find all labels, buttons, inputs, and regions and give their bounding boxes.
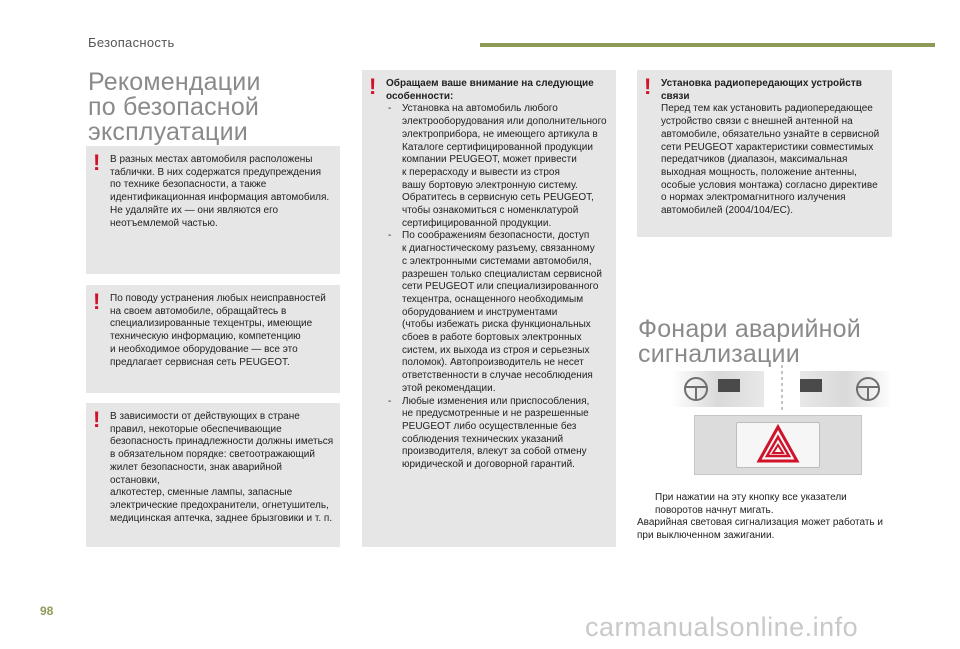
warning-box-accessories xyxy=(86,403,340,547)
warning-box-electronics xyxy=(362,70,616,547)
bullet-item: При нажатии на эту кнопку все указатели поворотов начнут мигать. xyxy=(655,492,847,516)
dashboard-thumbnails-icon xyxy=(672,365,892,413)
warning-box-labels xyxy=(86,146,340,274)
hazard-triangle-icon xyxy=(737,423,819,467)
list-item: - По соображениям безопасности, доступ к диагностическому разъему, связанному с электронными системами автомобиля, разрешен только специалистам сервисной сети PEUGEOT или специализированного техцентра, оснащенного необходимым оборудованием и инструментами (чтобы избежать риска функциональных сбоев в работе бортовых электронных систем, их выхода из строя и серьезных поломок). Автопроизводитель не несет ответственности в случае несоблюдения этой рекомендации. xyxy=(386,230,610,395)
warning-icon: ! xyxy=(369,74,377,99)
hazard-lights-title xyxy=(638,317,861,367)
section-header: Безопасность xyxy=(88,35,175,50)
warning-text xyxy=(386,78,610,472)
hazard-warning-button xyxy=(736,422,820,468)
warning-heading: Установка радиопередающих устройств xyxy=(661,78,862,89)
hazard-switch-panel xyxy=(694,415,862,475)
title-line: Рекомендации xyxy=(88,68,261,96)
list-item: - Установка на автомобиль любого электрооборудования или дополнительного электроприбора, не имеющего артикула в Каталоге сертифицированной продукции компании PEUGEOT, может привести к перерасходу и вывести из строя вашу бортовую электронную систему. Обратитесь в сервисную сеть PEUGEOT, чтобы ознакомиться с номенклатурой сертифицированной продукции. xyxy=(386,103,610,230)
hazard-lights-description: При нажатии на эту кнопку все указатели поворотов начнут мигать. Аварийная световая сигнализация может работать и при выключенном зажигании. xyxy=(637,492,892,543)
warning-text: По поводу устранения любых неисправностей на своем автомобиле, обращайтесь в специализированные техцентры, имеющие техническую информацию, компетенцию и необходимое оборудование — все это предлагает сервисная сеть PEUGEOT. xyxy=(110,293,326,368)
safety-recommendations-title xyxy=(88,70,261,145)
title-line: эксплуатации xyxy=(88,118,248,146)
warning-box-service xyxy=(86,285,340,393)
warning-icon: ! xyxy=(93,407,101,432)
page-number: 98 xyxy=(40,604,54,618)
list-item: - Любые изменения или приспособления, не предусмотренные и не разрешенные PEUGEOT либо осуществленные без соблюдения технических указаний производителя, влекут за собой отмену юридической и договорной гарантий. xyxy=(386,396,610,472)
warning-text: В зависимости от действующих в стране правил, некоторые обеспечивающие безопасность принадлежности должны иметься в обязательном порядке: светоотражающий жилет безопасности, знак аварийной остановки, алкотестер, сменные лампы, запасные электрические предохранители, огнетушитель, медицинская аптечка, заднее брызговики и т. п. xyxy=(110,411,334,524)
warning-heading: особенности: xyxy=(386,90,454,102)
warning-text: В разных местах автомобиля расположены таблички. В них содержатся предупреждения по технике безопасности, а также идентификационная информация автомобиля. Не удаляйте их — они являются его неотъемлемой частью. xyxy=(110,154,330,229)
warning-text: Установка радиопередающих устройств связи Перед тем как установить радиопередающее устройство связи с внешней антенной на автомобиле, обязательно узнайте в сервисной сети PEUGEOT характеристики совместимых передатчиков (диапазон, максимальная выходная мощность, положение антенны, особые условия монтажа) согласно директиве о нормах электромагнитного излучения автомобилей (2004/104/EC). xyxy=(661,78,886,218)
warning-icon: ! xyxy=(644,74,652,99)
title-line: Фонари аварийной xyxy=(638,315,861,343)
header-rule xyxy=(480,43,935,47)
warning-box-radio xyxy=(637,70,892,237)
warning-icon: ! xyxy=(93,150,101,175)
title-line: по безопасной xyxy=(88,93,260,121)
watermark: carmanualsonline.info xyxy=(585,612,859,642)
warning-heading: связи xyxy=(661,90,690,102)
warning-icon: ! xyxy=(93,289,101,314)
title-line: сигнализации xyxy=(638,340,800,368)
warning-heading: Обращаем ваше внимание на следующие xyxy=(386,78,594,89)
dashboard-illustration xyxy=(672,365,892,413)
